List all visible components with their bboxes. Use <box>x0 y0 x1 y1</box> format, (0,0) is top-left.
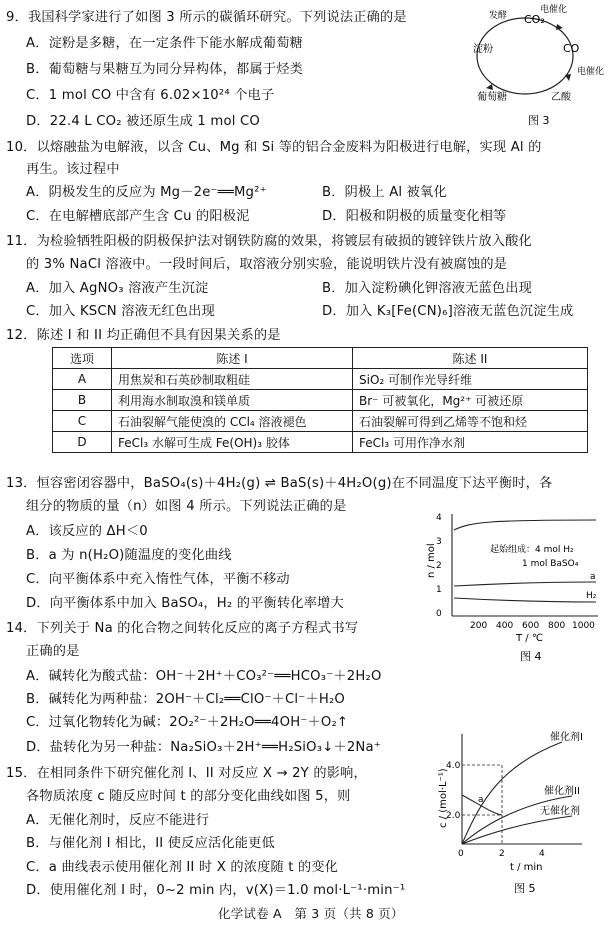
fig5-ytick-2: 2.0 <box>446 811 461 821</box>
fig4-xtick-1000: 1000 <box>572 621 595 631</box>
q15-option-b: B．与催化剂 I 相比，II 使反应活化能更低 <box>26 836 275 851</box>
fig4-ytick-1: 1 <box>436 585 442 595</box>
table-row <box>53 432 588 453</box>
q9-stem: 9．我国科学家进行了如图 3 所示的碳循环研究。下列说法正确的是 <box>6 10 407 25</box>
row-c-statement-2: 石油裂解可得到乙烯等不饱和烃 <box>353 411 588 432</box>
fig4-note-2: 1 mol BaSO₄ <box>522 559 579 569</box>
q12-table <box>52 347 588 453</box>
figure-5-chart <box>432 728 604 898</box>
q12-stem: 12．陈述 I 和 II 均正确但不具有因果关系的是 <box>6 328 281 343</box>
q14-stem-2: 正确的是 <box>26 644 80 659</box>
fig4-xtick-400: 400 <box>496 621 514 631</box>
fig5-xlabel: t / min <box>510 862 543 873</box>
q9-option-d: D．22.4 L CO₂ 被还原生成 1 mol CO <box>26 114 260 129</box>
fig3-starch: 淀粉 <box>473 44 493 55</box>
figure-4-chart <box>426 506 600 666</box>
table-row <box>53 369 588 390</box>
fig3-elec2: 电催化 <box>577 67 605 77</box>
fig5-xtick-4: 4 <box>539 849 545 859</box>
q11-option-a: A．加入 AgNO₃ 溶液产生沉淀 <box>26 281 209 296</box>
row-d-statement-2: FeCl₃ 可用作净水剂 <box>353 432 588 453</box>
q14-stem-1: 14．下列关于 Na 的化合物之间转化反应的离子方程式书写 <box>6 621 359 636</box>
fig5-ylabel: c / (mol·L⁻¹) <box>438 768 449 828</box>
fig5-ytick-4: 4.0 <box>446 761 461 771</box>
q13-stem-1: 13．恒容密闭容器中，BaSO₄(s)＋4H₂(g) ⇌ BaS(s)＋4H₂O(g)在不同温度下达平衡时，各 <box>6 476 553 491</box>
row-b-statement-1: 利用海水制取溴和镁单质 <box>112 390 353 411</box>
row-d-statement-1: FeCl₃ 水解可生成 Fe(OH)₃ 胶体 <box>112 432 353 453</box>
fig5-curve-nocat <box>462 816 572 844</box>
q14-option-d: D．盐转化为另一种盐：Na₂SiO₃＋2H⁺══H₂SiO₃↓＋2Na⁺ <box>26 740 381 755</box>
header-statement-1: 陈述 I <box>112 348 353 369</box>
fig4-xtick-200: 200 <box>470 621 488 631</box>
fig3-ferment: 发酵 <box>489 11 508 21</box>
fig4-note-1: 起始组成：4 mol H₂ <box>490 545 574 555</box>
fig4-label-a: a <box>590 572 596 582</box>
row-a-statement-1: 用焦炭和石英砂制取粗硅 <box>112 369 353 390</box>
q13-option-d: D．向平衡体系中加入 BaSO₄，H₂ 的平衡转化率增大 <box>26 596 344 611</box>
fig4-ytick-4: 4 <box>436 513 442 523</box>
q15-option-a: A．无催化剂时，反应不能进行 <box>26 813 210 828</box>
q9-option-a: A．淀粉是多糖，在一定条件下能水解成葡萄糖 <box>26 36 303 51</box>
fig4-xtick-800: 800 <box>548 621 566 631</box>
q9-option-b: B．葡萄糖与果糖互为同分异构体，都属于烃类 <box>26 62 303 77</box>
row-b-option: B <box>53 390 112 411</box>
header-statement-2: 陈述 II <box>353 348 588 369</box>
q13-option-b: B．a 为 n(H₂O)随温度的变化曲线 <box>26 548 232 563</box>
fig5-caption: 图 5 <box>514 882 536 895</box>
q9-option-c: C．1 mol CO 中含有 6.02×10²⁴ 个电子 <box>26 88 275 103</box>
table-row <box>53 411 588 432</box>
table-header-row <box>53 348 588 369</box>
row-c-option: C <box>53 411 112 432</box>
row-c-statement-1: 石油裂解气能使溴的 CCl₄ 溶液褪色 <box>112 411 353 432</box>
page-footer: 化学试卷 A 第 3 页（共 8 页） <box>218 906 404 921</box>
fig5-label-nocat: 无催化剂 <box>540 806 580 817</box>
q14-option-c: C．过氧化物转化为碱：2O₂²⁻＋2H₂O══4OH⁻＋O₂↑ <box>26 715 349 730</box>
q15-option-d: D．使用催化剂 I 时，0~2 min 内，v(X)＝1.0 mol·L⁻¹·min⁻¹ <box>26 883 406 898</box>
fig3-co: CO <box>563 42 580 55</box>
figure-3-carbon-cycle <box>455 4 605 129</box>
arrow-head-2 <box>565 74 571 81</box>
row-b-statement-2: Br⁻ 可被氧化，Mg²⁺ 可被还原 <box>353 390 588 411</box>
fig3-caption: 图 3 <box>528 114 550 127</box>
q15-option-c: C．a 曲线表示使用催化剂 II 时 X 的浓度随 t 的变化 <box>26 860 339 875</box>
fig4-ytick-2: 2 <box>436 561 442 571</box>
q10-stem-1: 10．以熔融盐为电解液，以含 Cu、Mg 和 Si 等的铝合金废料为阳极进行电解，实现 Al 的 <box>6 140 542 155</box>
cycle-ring <box>477 18 573 94</box>
q10-option-c: C．在电解槽底部产生含 Cu 的阳极泥 <box>26 209 250 224</box>
fig4-caption: 图 4 <box>520 650 542 663</box>
q11-option-d: D．加入 K₃[Fe(CN)₆]溶液无蓝色沉淀生成 <box>322 304 574 319</box>
fig4-label-h2: H₂ <box>586 591 597 601</box>
fig4-ytick-0: 0 <box>436 609 442 619</box>
fig3-glucose: 葡萄糖 <box>477 92 507 103</box>
q10-option-b: B．阴极上 Al 被氧化 <box>322 185 447 200</box>
fig3-acetic: 乙酸 <box>551 92 571 103</box>
q15-stem-1: 15．在相同条件下研究催化剂 I、II 对反应 X → 2Y 的影响， <box>6 766 367 781</box>
q13-stem-2: 组分的物质的量（n）如图 4 所示。下列说法正确的是 <box>26 499 347 514</box>
row-a-option: A <box>53 369 112 390</box>
q14-option-a: A．碱转化为酸式盐：OH⁻＋2H⁺＋CO₃²⁻══HCO₃⁻＋2H₂O <box>26 669 382 684</box>
fig4-curve-h2 <box>454 598 596 602</box>
fig4-xtick-600: 600 <box>522 621 540 631</box>
fig3-elec1: 电催化 <box>540 5 568 15</box>
fig4-curve-top <box>454 520 596 530</box>
fig5-label-cat2: 催化剂II <box>544 786 580 797</box>
q10-option-a: A．阴极发生的反应为 Mg－2e⁻══Mg²⁺ <box>26 185 267 200</box>
q13-option-a: A．该反应的 ΔH＜0 <box>26 524 148 539</box>
q14-option-b: B．碱转化为两种盐：2OH⁻＋Cl₂══ClO⁻＋Cl⁻＋H₂O <box>26 692 346 707</box>
q10-option-d: D．阳极和阴极的质量变化相等 <box>322 209 507 224</box>
q11-option-b: B．加入淀粉碘化钾溶液无蓝色出现 <box>322 281 533 296</box>
q10-stem-2: 再生。该过程中 <box>26 162 120 177</box>
fig5-xtick-2: 2 <box>499 849 505 859</box>
q11-option-c: C．加入 KSCN 溶液无红色出现 <box>26 304 215 319</box>
fig4-xlabel: T / ℃ <box>516 633 544 644</box>
fig5-xtick-0: 0 <box>458 849 464 859</box>
q11-stem-1: 11．为检验牺牲阳极的阴极保护法对钢铁防腐的效果，将镀层有破损的镀锌铁片放入酸化 <box>6 234 532 249</box>
fig3-co2: CO₂ <box>524 13 545 26</box>
q15-stem-2: 各物质浓度 c 随反应时间 t 的部分变化曲线如图 5，则 <box>26 789 351 804</box>
row-a-statement-2: SiO₂ 可制作光导纤维 <box>353 369 588 390</box>
fig4-ylabel: n / mol <box>426 543 437 578</box>
arrow-head-3 <box>486 84 493 90</box>
fig5-label-a: a <box>478 795 484 805</box>
header-option: 选项 <box>53 348 112 369</box>
row-d-option: D <box>53 432 112 453</box>
fig4-curve-a <box>454 582 596 586</box>
fig4-ytick-3: 3 <box>436 537 442 547</box>
table-row <box>53 390 588 411</box>
q11-stem-2: 的 3% NaCl 溶液中。一段时间后，取溶液分别实验，能说明铁片没有被腐蚀的是 <box>26 257 508 272</box>
q13-option-c: C．向平衡体系中充入惰性气体，平衡不移动 <box>26 572 290 587</box>
fig5-label-cat1: 催化剂I <box>550 732 583 743</box>
